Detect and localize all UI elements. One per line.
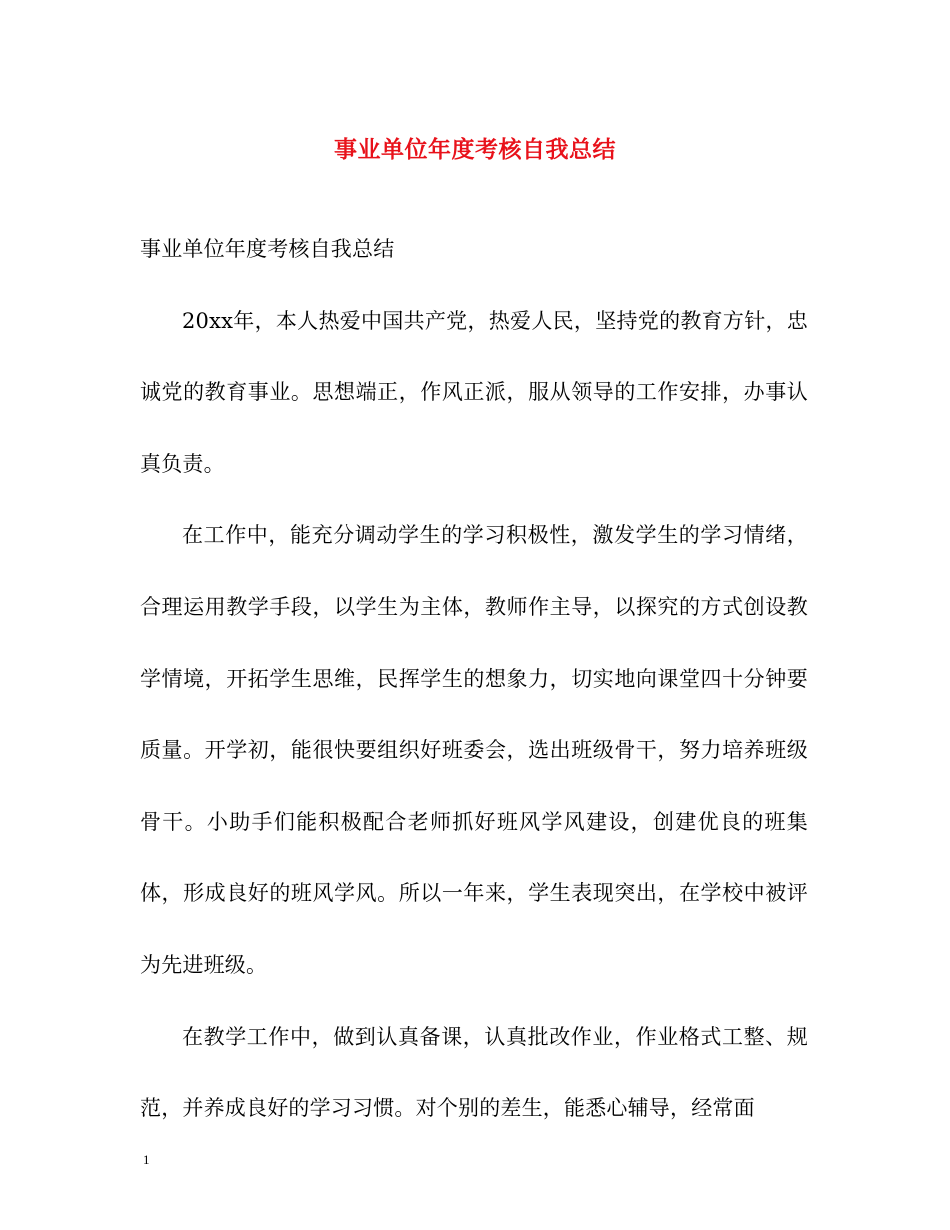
paragraph-2: 在工作中，能充分调动学生的学习积极性，激发学生的学习情绪，合理运用教学手段，以学生为主体，教师作主导，以探究的方式创设教学情境，开拓学生思维，民挥学生的想象力，切实地向课堂四十分钟要质量。开学初，能很快要组织好班委会，选出班级骨干，努力培养班级骨干。小助手们能积极配合老师抓好班风学风建设，创建优良的班集体，形成良好的班风学风。所以一年来，学生表现突出，在学校中被评为先进班级。 — [140, 523, 808, 977]
document-title: 事业单位年度考核自我总结 — [334, 136, 616, 163]
document-subtitle: 事业单位年度考核自我总结 — [140, 237, 395, 261]
document-body — [140, 214, 808, 1145]
paragraph-1: 20xx年，本人热爱中国共产党，热爱人民，坚持党的教育方针，忠诚党的教育事业。思想端正，作风正派，服从领导的工作安排，办事认真负责。 — [140, 308, 808, 476]
paragraph-3: 在教学工作中，做到认真备课，认真批改作业，作业格式工整、规范，并养成良好的学习习惯。对个别的差生，能悉心辅导，经常面 — [140, 1024, 808, 1121]
page-number: 1 — [143, 1152, 150, 1167]
